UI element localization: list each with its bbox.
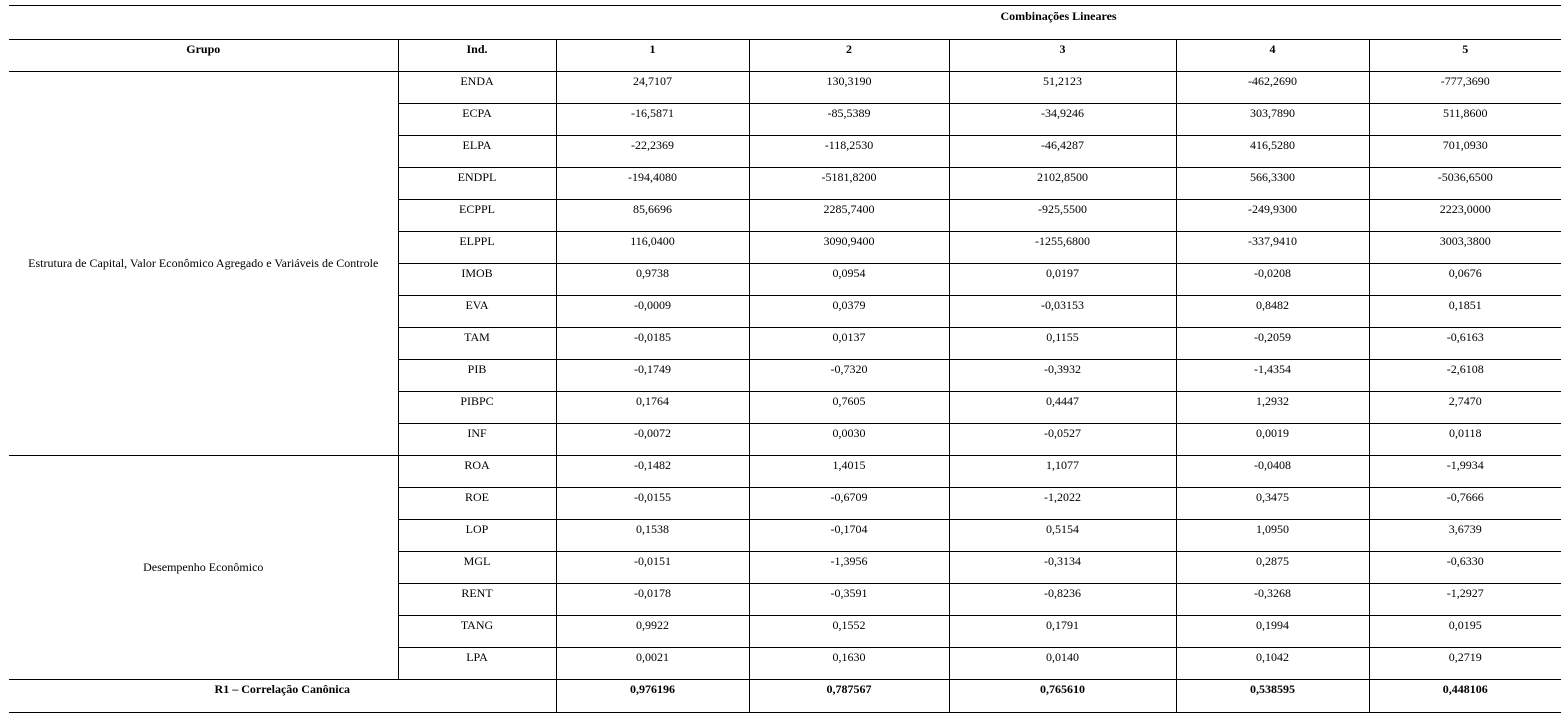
value-cell: -22,2369 — [556, 136, 749, 168]
value-cell: -0,0155 — [556, 488, 749, 520]
value-cell: 0,0030 — [749, 424, 949, 456]
value-cell: 511,8600 — [1369, 104, 1561, 136]
indicator-cell: EVA — [398, 296, 556, 328]
indicator-cell: ECPPL — [398, 200, 556, 232]
value-cell: 0,3475 — [1176, 488, 1369, 520]
indicator-cell: RENT — [398, 584, 556, 616]
indicator-cell: TAM — [398, 328, 556, 360]
indicator-cell: ECPA — [398, 104, 556, 136]
value-cell: -0,3134 — [949, 552, 1176, 584]
header-col-3: 3 — [949, 40, 1176, 72]
indicator-cell: TANG — [398, 616, 556, 648]
value-cell: -0,0151 — [556, 552, 749, 584]
value-cell: -1,2022 — [949, 488, 1176, 520]
value-cell: 0,1538 — [556, 520, 749, 552]
title-row — [9, 6, 1561, 40]
header-col-4: 4 — [1176, 40, 1369, 72]
value-cell: 1,2932 — [1176, 392, 1369, 424]
value-cell: 3090,9400 — [749, 232, 949, 264]
header-grupo: Grupo — [9, 40, 398, 72]
value-cell: 0,0019 — [1176, 424, 1369, 456]
value-cell: 0,1851 — [1369, 296, 1561, 328]
value-cell: 566,3300 — [1176, 168, 1369, 200]
indicator-cell: ELPPL — [398, 232, 556, 264]
value-cell: 1,4015 — [749, 456, 949, 488]
value-cell: -0,1749 — [556, 360, 749, 392]
value-cell: -337,9410 — [1176, 232, 1369, 264]
value-cell: -0,3932 — [949, 360, 1176, 392]
header-col-2: 2 — [749, 40, 949, 72]
value-cell: 0,0195 — [1369, 616, 1561, 648]
value-cell: 0,1155 — [949, 328, 1176, 360]
value-cell: 0,0197 — [949, 264, 1176, 296]
value-cell: -85,5389 — [749, 104, 949, 136]
value-cell: 3003,3800 — [1369, 232, 1561, 264]
canonical-correlation-table — [9, 5, 1561, 713]
value-cell: 416,5280 — [1176, 136, 1369, 168]
value-cell: -925,5500 — [949, 200, 1176, 232]
indicator-cell: ENDA — [398, 72, 556, 104]
value-cell: 0,0676 — [1369, 264, 1561, 296]
value-cell: 0,1630 — [749, 648, 949, 680]
value-cell: -0,0208 — [1176, 264, 1369, 296]
value-cell: 0,9738 — [556, 264, 749, 296]
canonical-correlation-row — [9, 680, 1561, 713]
r1-value: 0,538595 — [1176, 680, 1369, 713]
header-ind: Ind. — [398, 40, 556, 72]
value-cell: -118,2530 — [749, 136, 949, 168]
value-cell: 0,1552 — [749, 616, 949, 648]
indicator-cell: MGL — [398, 552, 556, 584]
column-header-row — [9, 40, 1561, 72]
value-cell: -16,5871 — [556, 104, 749, 136]
header-col-1: 1 — [556, 40, 749, 72]
value-cell: 0,1994 — [1176, 616, 1369, 648]
value-cell: -0,0072 — [556, 424, 749, 456]
group-label: Estrutura de Capital, Valor Econômico Agregado e Variáveis de Controle — [9, 72, 398, 456]
value-cell: 0,4447 — [949, 392, 1176, 424]
value-cell: -1,2927 — [1369, 584, 1561, 616]
value-cell: -1,4354 — [1176, 360, 1369, 392]
value-cell: 0,2875 — [1176, 552, 1369, 584]
value-cell: 0,7605 — [749, 392, 949, 424]
table-row — [9, 456, 1561, 488]
value-cell: -0,1482 — [556, 456, 749, 488]
value-cell: -0,7320 — [749, 360, 949, 392]
value-cell: 0,1764 — [556, 392, 749, 424]
value-cell: -0,0185 — [556, 328, 749, 360]
value-cell: 2102,8500 — [949, 168, 1176, 200]
value-cell: -462,2690 — [1176, 72, 1369, 104]
value-cell: 130,3190 — [749, 72, 949, 104]
value-cell: 0,0954 — [749, 264, 949, 296]
r1-value: 0,765610 — [949, 680, 1176, 713]
value-cell: -1,3956 — [749, 552, 949, 584]
value-cell: 0,8482 — [1176, 296, 1369, 328]
value-cell: 3,6739 — [1369, 520, 1561, 552]
value-cell: 2,7470 — [1369, 392, 1561, 424]
value-cell: 51,2123 — [949, 72, 1176, 104]
value-cell: -0,03153 — [949, 296, 1176, 328]
value-cell: 85,6696 — [556, 200, 749, 232]
value-cell: 0,0379 — [749, 296, 949, 328]
r1-value: 0,787567 — [749, 680, 949, 713]
value-cell: -0,2059 — [1176, 328, 1369, 360]
value-cell: 701,0930 — [1369, 136, 1561, 168]
value-cell: -1255,6800 — [949, 232, 1176, 264]
value-cell: 0,2719 — [1369, 648, 1561, 680]
value-cell: -2,6108 — [1369, 360, 1561, 392]
value-cell: 2223,0000 — [1369, 200, 1561, 232]
value-cell: 0,0021 — [556, 648, 749, 680]
value-cell: -0,6709 — [749, 488, 949, 520]
value-cell: -0,0527 — [949, 424, 1176, 456]
indicator-cell: LOP — [398, 520, 556, 552]
value-cell: -34,9246 — [949, 104, 1176, 136]
table-title: Combinações Lineares — [556, 6, 1561, 40]
value-cell: 0,0137 — [749, 328, 949, 360]
value-cell: -0,1704 — [749, 520, 949, 552]
r1-value: 0,448106 — [1369, 680, 1561, 713]
value-cell: 0,1791 — [949, 616, 1176, 648]
indicator-cell: PIBPC — [398, 392, 556, 424]
indicator-cell: ROE — [398, 488, 556, 520]
header-col-5: 5 — [1369, 40, 1561, 72]
value-cell: -5036,6500 — [1369, 168, 1561, 200]
indicator-cell: PIB — [398, 360, 556, 392]
value-cell: -0,3268 — [1176, 584, 1369, 616]
indicator-cell: ENDPL — [398, 168, 556, 200]
group-label: Desempenho Econômico — [9, 456, 398, 680]
value-cell: -0,8236 — [949, 584, 1176, 616]
value-cell: 1,0950 — [1176, 520, 1369, 552]
value-cell: -194,4080 — [556, 168, 749, 200]
value-cell: 0,9922 — [556, 616, 749, 648]
value-cell: 1,1077 — [949, 456, 1176, 488]
value-cell: -0,3591 — [749, 584, 949, 616]
indicator-cell: LPA — [398, 648, 556, 680]
value-cell: 0,0118 — [1369, 424, 1561, 456]
r1-value: 0,976196 — [556, 680, 749, 713]
value-cell: -0,6330 — [1369, 552, 1561, 584]
indicator-cell: ELPA — [398, 136, 556, 168]
value-cell: -46,4287 — [949, 136, 1176, 168]
indicator-cell: ROA — [398, 456, 556, 488]
value-cell: -0,0178 — [556, 584, 749, 616]
value-cell: -777,3690 — [1369, 72, 1561, 104]
value-cell: -0,7666 — [1369, 488, 1561, 520]
value-cell: -5181,8200 — [749, 168, 949, 200]
indicator-cell: IMOB — [398, 264, 556, 296]
value-cell: -1,9934 — [1369, 456, 1561, 488]
value-cell: 2285,7400 — [749, 200, 949, 232]
value-cell: -0,6163 — [1369, 328, 1561, 360]
value-cell: 116,0400 — [556, 232, 749, 264]
value-cell: 24,7107 — [556, 72, 749, 104]
value-cell: -0,0009 — [556, 296, 749, 328]
value-cell: 0,1042 — [1176, 648, 1369, 680]
indicator-cell: INF — [398, 424, 556, 456]
title-spacer — [9, 6, 556, 40]
value-cell: -249,9300 — [1176, 200, 1369, 232]
table-row — [9, 72, 1561, 104]
table-body — [9, 72, 1561, 680]
r1-label: R1 – Correlação Canônica — [9, 680, 556, 713]
value-cell: -0,0408 — [1176, 456, 1369, 488]
value-cell: 0,5154 — [949, 520, 1176, 552]
value-cell: 303,7890 — [1176, 104, 1369, 136]
value-cell: 0,0140 — [949, 648, 1176, 680]
